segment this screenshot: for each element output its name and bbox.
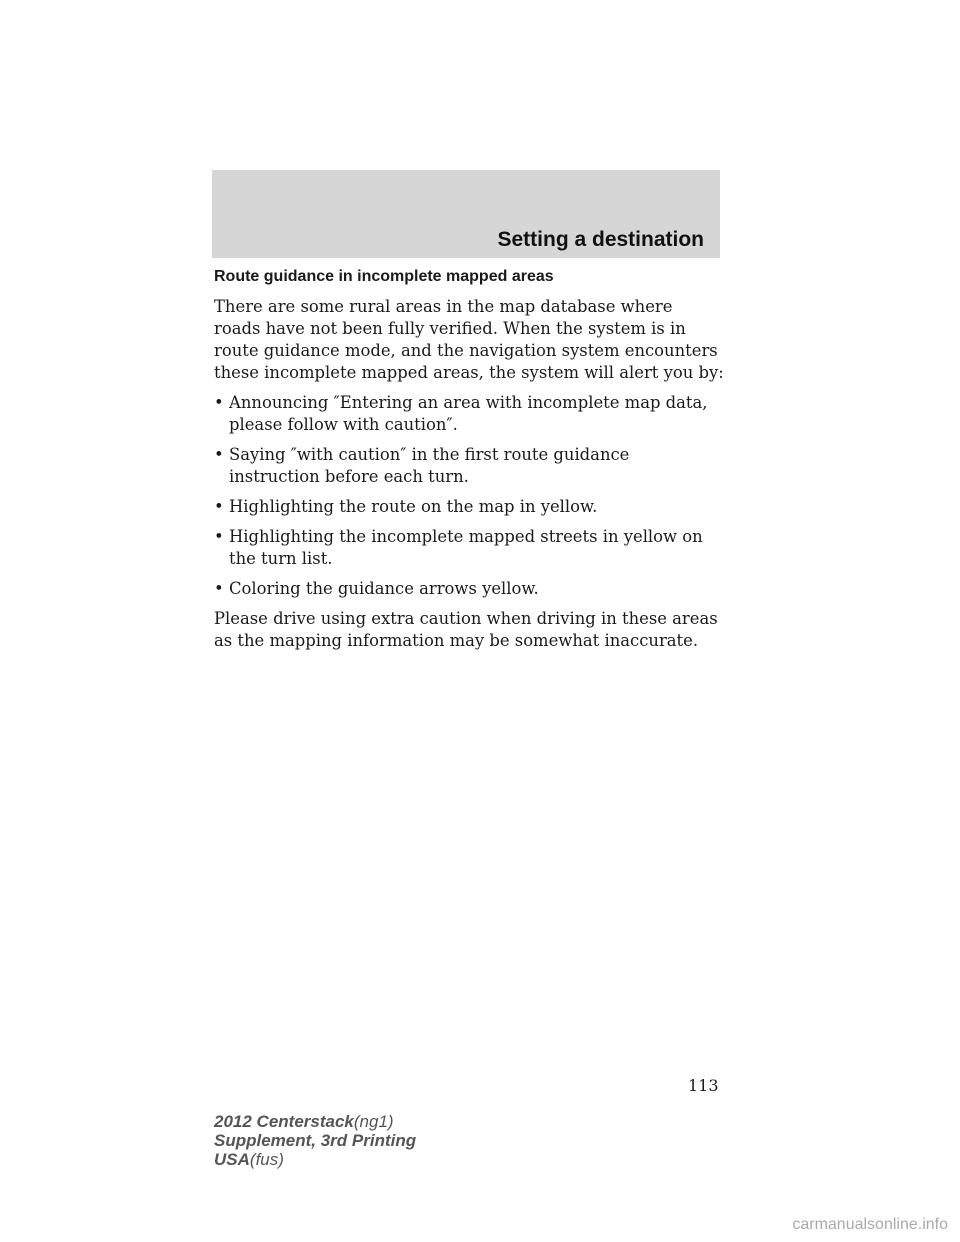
footer-edition-code: (ng1) — [353, 1112, 394, 1131]
footer-printing: Supplement, 3rd Printing — [214, 1131, 417, 1150]
print-footer — [214, 1112, 416, 1169]
footer-market-code: (fus) — [249, 1150, 284, 1169]
bullet-icon: • — [214, 497, 224, 516]
bullet-icon: • — [214, 579, 224, 598]
list-item-text: Saying ″with caution″ in the first route guidance instruction before each turn. — [229, 445, 630, 486]
closing-paragraph: Please drive using extra caution when driving in these areas as the mapping information may be somewhat inaccurate. — [214, 609, 718, 650]
intro-paragraph: There are some rural areas in the map database where roads have not been fully verified. When the system is in route guidance mode, and the navigation system encounters these incomplete mapped areas, the system will alert you by: — [214, 297, 724, 382]
list-item-text: Highlighting the incomplete mapped streets in yellow on the turn list. — [229, 527, 703, 568]
list-item — [214, 496, 724, 518]
page-number: 113 — [688, 1076, 719, 1095]
section-heading: Route guidance in incomplete mapped areas — [214, 268, 554, 285]
footer-line-2 — [214, 1131, 416, 1150]
footer-line-3 — [214, 1150, 416, 1169]
list-item — [214, 526, 724, 570]
list-item — [214, 444, 724, 488]
bullet-icon: • — [214, 527, 224, 546]
list-item-text: Highlighting the route on the map in yellow. — [229, 497, 598, 516]
list-item — [214, 392, 724, 436]
page-content — [214, 266, 724, 660]
list-item-text: Coloring the guidance arrows yellow. — [229, 579, 539, 598]
bullet-icon: • — [214, 445, 224, 464]
footer-market: USA — [214, 1150, 250, 1169]
footer-edition: 2012 Centerstack — [214, 1112, 354, 1131]
bullet-icon: • — [214, 393, 224, 412]
footer-line-1 — [214, 1112, 416, 1131]
watermark-link[interactable]: carmanualsonline.info — [792, 1216, 948, 1233]
alert-list — [214, 392, 724, 600]
section-header-band — [212, 170, 720, 258]
list-item-text: Announcing ″Entering an area with incomplete map data, please follow with caution″. — [229, 393, 708, 434]
list-item — [214, 578, 724, 600]
section-title: Setting a destination — [497, 228, 704, 251]
